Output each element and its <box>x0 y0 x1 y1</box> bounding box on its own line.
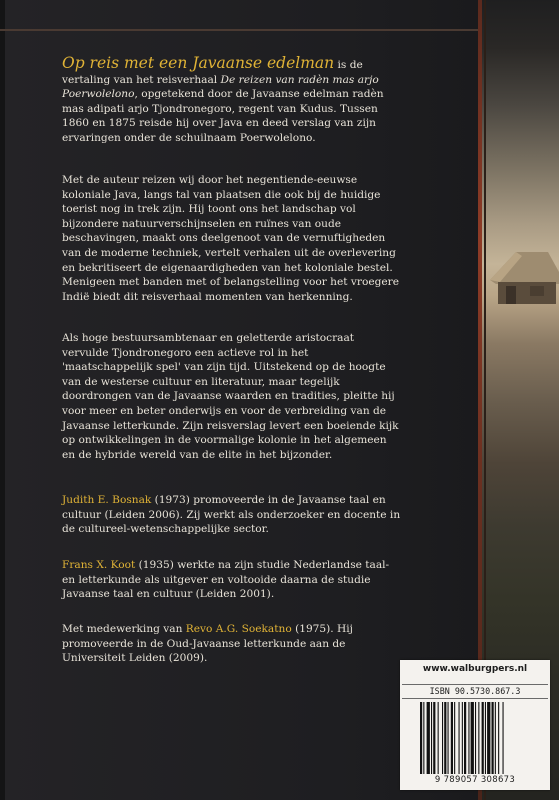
author-bio-koot-text: (1935) werkte na zijn studie Nederlandse taal- en letterkunde als uitgever en voltooide daarna de studie Javaanse taal en cultuur (Leiden 2001). <box>62 559 390 601</box>
contributor-prefix: Met medewerking van <box>62 623 186 635</box>
top-rule <box>0 29 478 31</box>
publisher-website: www.walburgpers.nl <box>422 664 528 674</box>
paragraph-3 <box>62 331 402 462</box>
paragraph-2 <box>62 173 402 304</box>
barcode-digits: 9 789057 308673 <box>434 775 516 785</box>
author-name-koot: Frans X. Koot <box>62 559 136 571</box>
author-bio-koot <box>62 558 402 602</box>
original-title: De reizen van radèn mas arjo Poerwolelono <box>62 73 379 101</box>
paragraph-3-text: Als hoge bestuursambtenaar en geletterde aristocraat vervulde Tjondronegoro een actieve rol in het 'maatschappelijk spel' van zijn tijd. Uitstekend op de hoogte van de westerse cultuur en literatuur, maar tegelijk doordrongen van de Javaanse waarden en tradities, pleitte hij voor meer en beter onderwijs en voor de verbreiding van de Javaanse letterkunde. Zijn reisverslag levert een boeiende kijk op ontwikkelingen in de voormalige kolonie in het algemeen en de hybride wereld van de elite in het bijzonder. <box>62 332 399 461</box>
isbn-number: ISBN 90.5730.867.3 <box>402 684 548 699</box>
spine-edge <box>0 0 5 800</box>
contributor-name-soekatno: Revo A.G. Soekatno <box>185 623 292 635</box>
intro-text-2: , opgetekend door de Javaanse edelman radèn mas adipati arjo Tjondronegoro, regent van Kudus. Tussen 1860 en 1875 reisde hij over Java en deed verslag van zijn ervaringen onder de schuilnaam Poerwolelono. <box>62 88 384 144</box>
hut-illustration <box>486 250 559 310</box>
author-bio-bosnak-text: (1973) promoveerde in de Javaanse taal en cultuur (Leiden 2006). Zij werkt als onderzoeker en docente in de cultureel-wetenschappelijke sector. <box>62 494 401 536</box>
paragraph-2-text: Met de auteur reizen wij door het negentiende-eeuwse koloniale Java, langs tal van plaatsen die ook bij de huidige toerist nog in trek zijn. Hij toont ons het landschap vol bijzondere natuurverschijnselen en ruïnes van oude beschavingen, maakt ons deelgenoot van de vernuftigheden van de moderne techniek, vertelt verhalen uit de overlevering en bekritiseert de eigenaardigheden van het koloniale bestel. Menigeen met banden met of belangstelling voor het vroegere Indië biedt dit reisverhaal momenten van herkenning. <box>62 174 399 303</box>
author-name-bosnak: Judith E. Bosnak <box>62 494 152 506</box>
intro-paragraph <box>62 56 402 146</box>
contributor-bio-text: (1975). Hij promoveerde in de Oud-Javaanse letterkunde aan de Universiteit Leiden (2009). <box>62 623 353 665</box>
author-bio-bosnak <box>62 493 402 537</box>
contributor-bio-soekatno <box>62 622 402 666</box>
barcode-icon <box>418 702 538 774</box>
intro-text-1: is de vertaling van het reisverhaal <box>62 59 363 86</box>
book-title: Op reis met een Javaanse edelman <box>62 54 335 72</box>
